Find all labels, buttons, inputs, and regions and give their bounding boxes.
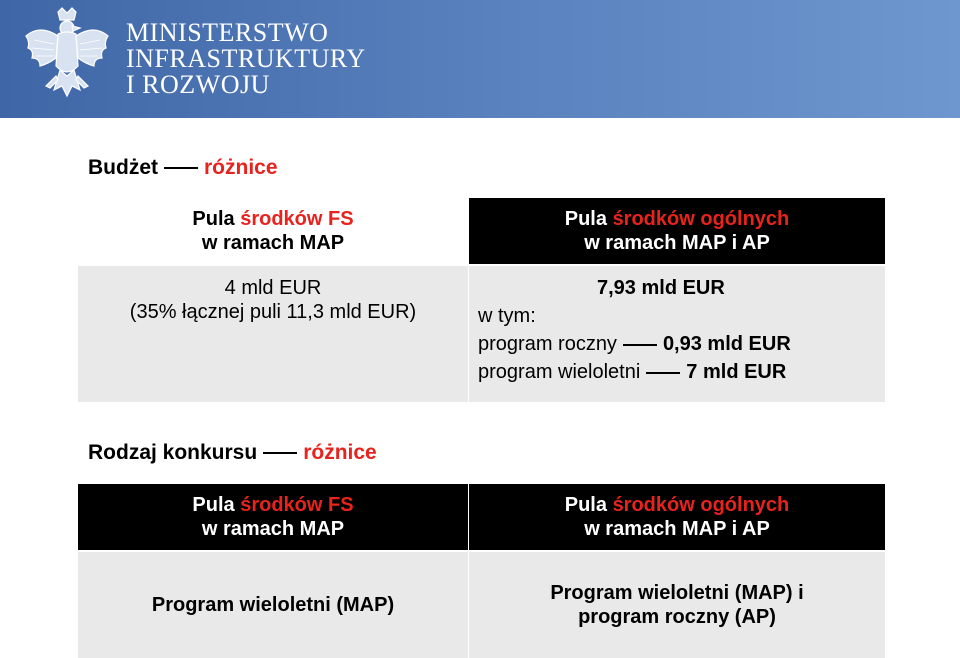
ministry-name — [126, 20, 366, 98]
title-dash — [164, 167, 198, 169]
fs-note: (35% łącznej puli 11,3 mld EUR) — [129, 301, 417, 323]
budget-general-body — [469, 266, 885, 402]
general-amount: 7,93 mld EUR — [597, 277, 725, 299]
budget-general-header: Pula środków ogólnych w ramach MAP i AP — [469, 198, 885, 264]
annual-program-row: program roczny 0,93 mld EUR — [478, 333, 791, 355]
header-banner — [0, 0, 960, 118]
budget-fs-header: Pula środków FS w ramach MAP — [78, 198, 468, 264]
ministry-line-2: INFRASTRUKTURY — [126, 44, 366, 73]
fs-amount: 4 mld EUR — [224, 277, 322, 299]
budget-fs-body — [78, 266, 468, 402]
competition-general-header: Pula środków ogólnych w ramach MAP i AP — [469, 484, 885, 550]
multiyear-program-row: program wieloletni 7 mld EUR — [478, 361, 787, 383]
competition-general-body: Program wieloletni (MAP) i program roczny (AP) — [469, 552, 885, 658]
competition-fs-body: Program wieloletni (MAP) — [78, 552, 468, 658]
ministry-line-1: MINISTERSTWO — [126, 18, 329, 47]
general-including: w tym: — [478, 305, 536, 327]
budget-section-title: Budżet różnice — [88, 156, 278, 179]
competition-section-title: Rodzaj konkursu różnice — [88, 441, 377, 464]
title-dash — [263, 452, 297, 454]
eagle-emblem-icon — [20, 6, 114, 112]
ministry-line-3: I ROZWOJU — [126, 70, 270, 99]
competition-fs-header: Pula środków FS w ramach MAP — [78, 484, 468, 550]
